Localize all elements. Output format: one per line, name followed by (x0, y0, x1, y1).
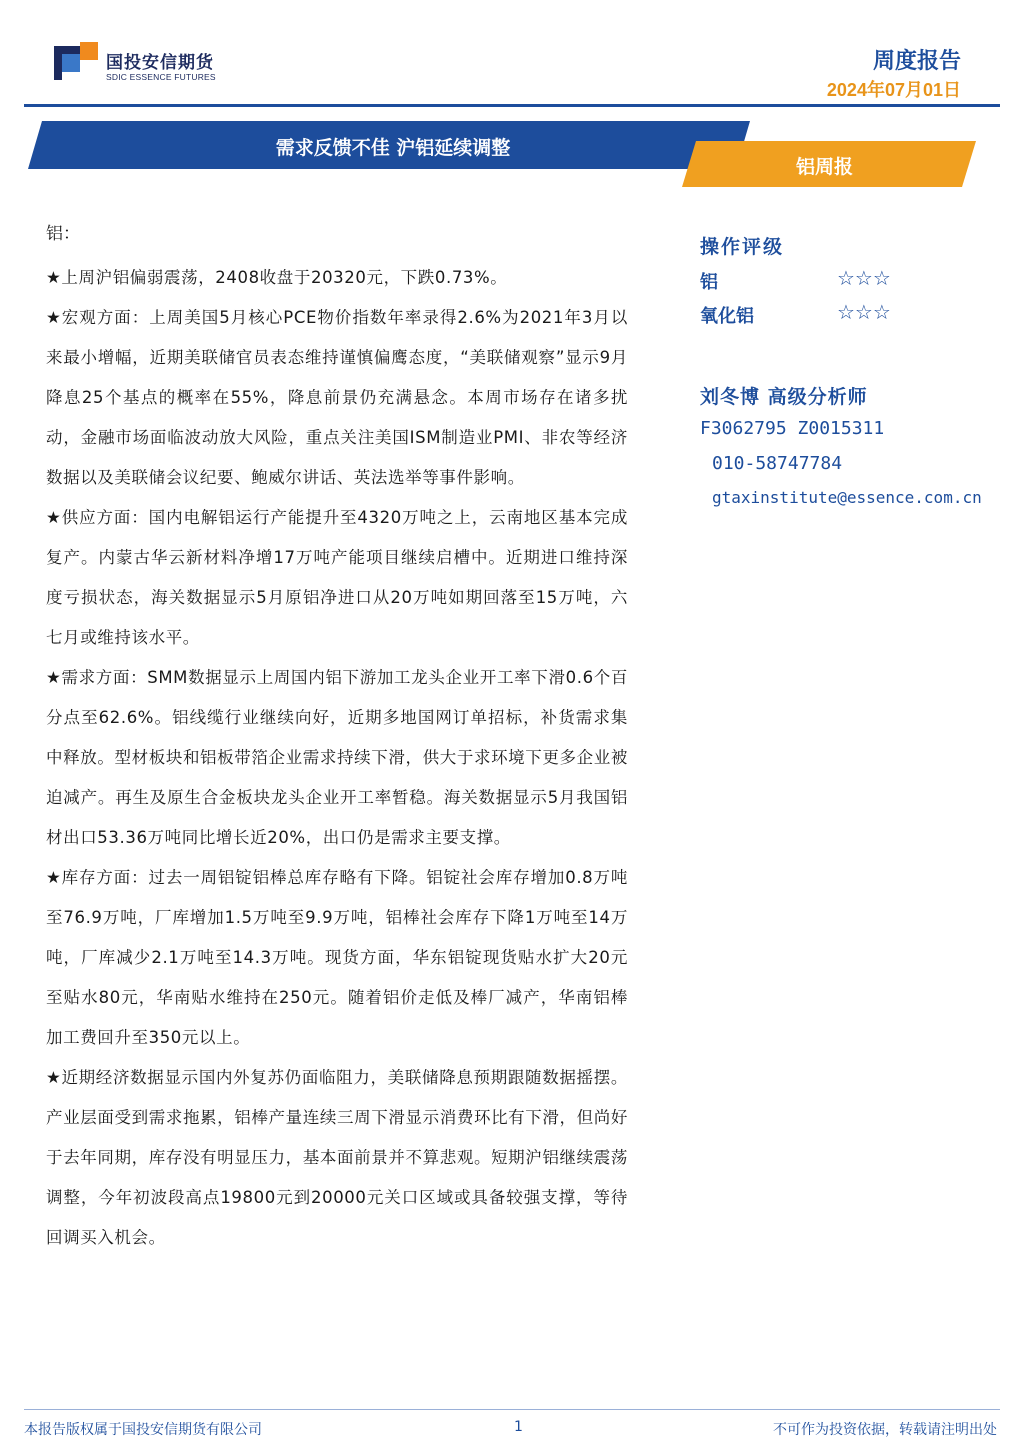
rating-name: 氧化铝 (700, 306, 754, 327)
rating-row-aluminum (700, 268, 1020, 302)
inventory-paragraph: ★库存方面：过去一周铝锭铝棒总库存略有下降。铝锭社会库存增加0.8万吨至76.9万吨，厂库增加1.5万吨至9.9万吨，铝棒社会库存下降1万吨至14万吨，厂库减少2.1万吨至14.3万吨。现货方面，华东铝锭现货贴水扩大20元至贴水80元，华南贴水维持在250元。随着铝价走低及棒厂减产，华南铝棒加工费回升至350元以上。 (46, 868, 628, 1047)
report-date: 2024年07月01日 (826, 80, 961, 100)
report-body (46, 218, 628, 1258)
summary-paragraph: ★上周沪铝偏弱震荡，2408收盘于20320元，下跌0.73%。 (46, 268, 508, 287)
demand-paragraph: ★需求方面：SMM数据显示上周国内铝下游加工龙头企业开工率下滑0.6个百分点至62.6%。铝线缆行业继续向好，近期多地国网订单招标，补货需求集中释放。型材板块和铝板带箔企业需求持续下滑，供大于求环境下更多企业被迫减产。再生及原生合金板块龙头企业开工率暂稳。海关数据显示5月我国铝材出口53.36万吨同比增长近20%，出口仍是需求主要支撑。 (46, 668, 628, 847)
company-logo (54, 42, 232, 88)
page-number: 1 (514, 1419, 523, 1435)
logo-subtitle: SDIC ESSENCE FUTURES (106, 72, 216, 82)
report-type: 周度报告 (872, 49, 961, 74)
star-rating-icon: ☆☆☆ (837, 300, 891, 324)
rating-heading: 操作评级 (700, 236, 785, 258)
analyst-email-link[interactable]: gtaxinstitute@essence.com.cn (712, 488, 982, 507)
footer-disclaimer: 不可作为投资依据，转载请注明出处 (773, 1422, 997, 1438)
macro-paragraph: ★宏观方面：上周美国5月核心PCE物价指数年率录得2.6%为2021年3月以来最小增幅，近期美联储官员表态维持谨慎偏鹰态度，“美联储观察”显示9月降息25个基点的概率在55%，降息前景仍充满悬念。本周市场存在诸多扰动，金融市场面临波动放大风险，重点关注美国ISM制造业PMI、非农等经济数据以及美联储会议纪要、鲍威尔讲话、英法选举等事件影响。 (46, 308, 628, 487)
logo-name: 国投安信期货 (106, 53, 214, 73)
header-divider (24, 104, 1000, 107)
analyst-phone: 010-58747784 (712, 453, 843, 474)
section-label: 铝： (46, 224, 80, 244)
star-rating-icon: ☆☆☆ (837, 266, 891, 290)
report-title: 需求反馈不佳 沪铝延续调整 (275, 137, 511, 159)
rating-row-alumina (700, 302, 1020, 336)
analyst-name: 刘冬博 高级分析师 (700, 386, 868, 408)
footer-copyright: 本报告版权属于国投安信期货有限公司 (24, 1422, 262, 1438)
sidebar (700, 232, 1020, 523)
logo-mark-icon (54, 42, 98, 84)
rating-name: 铝 (700, 272, 718, 293)
supply-paragraph: ★供应方面：国内电解铝运行产能提升至4320万吨之上，云南地区基本完成复产。内蒙古华云新材料净增17万吨产能项目继续启槽中。近期进口维持深度亏损状态，海关数据显示5月原铝净进口从20万吨如期回落至15万吨，六七月或维持该水平。 (46, 508, 628, 647)
analyst-license: F3062795 Z0015311 (700, 418, 885, 439)
category-tag: 铝周报 (796, 156, 854, 178)
footer-divider (24, 1409, 1000, 1410)
outlook-paragraph: ★近期经济数据显示国内外复苏仍面临阻力，美联储降息预期跟随数据摇摆。产业层面受到需求拖累，铝棒产量连续三周下滑显示消费环比有下滑，但尚好于去年同期，库存没有明显压力，基本面前景并不算悲观。短期沪铝继续震荡调整，今年初波段高点19800元到20000元关口区域或具备较强支撑，等待回调买入机会。 (46, 1068, 628, 1247)
